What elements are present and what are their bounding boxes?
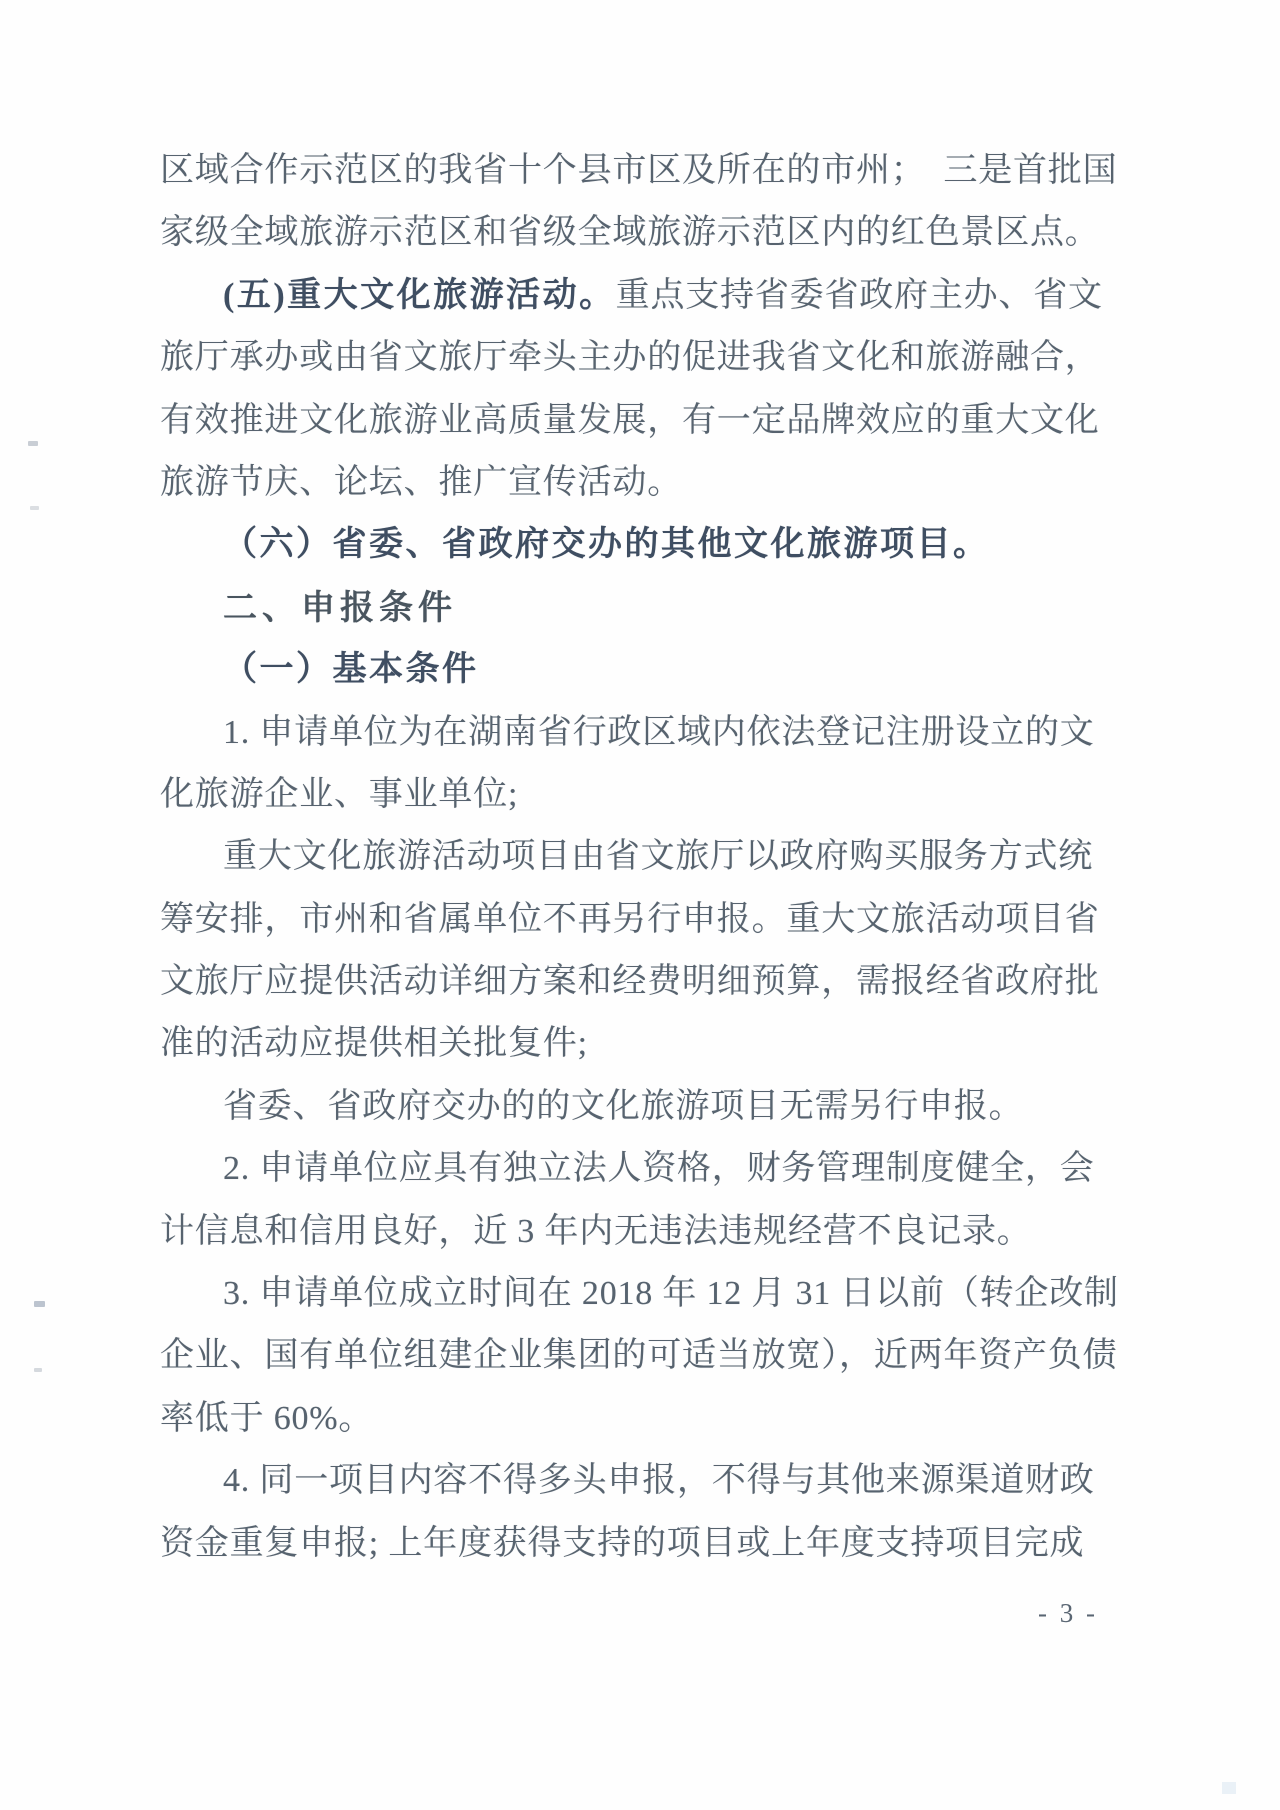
doc-line (160, 514, 1150, 576)
doc-text: 率低于 60%。 (160, 1399, 374, 1437)
scan-speckle (28, 441, 38, 446)
doc-line (160, 889, 1150, 951)
scan-speckle (30, 506, 39, 510)
doc-text: 有效推进文化旅游业高质量发展，有一定品牌效应的重大文化 (160, 401, 1100, 439)
doc-line (160, 826, 1150, 888)
doc-line (160, 1388, 1150, 1450)
doc-line (160, 1076, 1150, 1138)
page-number: - 3 - (1038, 1598, 1098, 1628)
doc-line (160, 1513, 1150, 1575)
doc-heading-inline: (五)重大文化旅游活动。 (223, 276, 616, 314)
doc-line (160, 390, 1150, 452)
doc-line (160, 1013, 1150, 1075)
doc-text: 省委、省政府交办的的文化旅游项目无需另行申报。 (223, 1087, 1024, 1125)
doc-heading: （六）省委、省政府交办的其他文化旅游项目。 (223, 526, 990, 564)
doc-text: 3. 申请单位成立时间在 2018 年 12 月 31 日以前（转企改制 (223, 1275, 1119, 1313)
doc-line (160, 1450, 1150, 1512)
doc-text: 计信息和信用良好，近 3 年内无违法违规经营不良记录。 (160, 1212, 1032, 1250)
doc-text: 重点支持省委省政府主办、省文 (615, 276, 1103, 314)
doc-heading: （一）基本条件 (223, 651, 479, 689)
doc-text: 旅厅承办或由省文旅厅牵头主办的促进我省文化和旅游融合， (160, 339, 1100, 377)
doc-text: 企业、国有单位组建企业集团的可适当放宽），近两年资产负债 (160, 1337, 1118, 1375)
doc-section-heading: 二、申报条件 (223, 588, 457, 627)
document-body (160, 140, 1150, 1575)
doc-line (160, 702, 1150, 764)
doc-line (160, 1201, 1150, 1263)
doc-line (160, 577, 1150, 639)
scan-speckle (1222, 1782, 1236, 1794)
doc-line (160, 1263, 1150, 1325)
doc-line (160, 951, 1150, 1013)
doc-text: 2. 申请单位应具有独立法人资格，财务管理制度健全，会 (223, 1150, 1095, 1188)
doc-line (160, 265, 1150, 327)
doc-text: 家级全域旅游示范区和省级全域旅游示范区内的红色景区点。 (160, 214, 1100, 252)
doc-text: 化旅游企业、事业单位; (160, 775, 519, 813)
doc-line (160, 202, 1150, 264)
doc-text: 准的活动应提供相关批复件; (160, 1025, 588, 1063)
doc-line (160, 140, 1150, 202)
doc-line (160, 639, 1150, 701)
doc-line (160, 452, 1150, 514)
scan-speckle (34, 1368, 42, 1372)
doc-text: 重大文化旅游活动项目由省文旅厅以政府购买服务方式统 (223, 838, 1093, 876)
doc-line (160, 764, 1150, 826)
doc-line (160, 1325, 1150, 1387)
doc-text: 4. 同一项目内容不得多头申报，不得与其他来源渠道财政 (223, 1462, 1095, 1500)
scan-speckle (34, 1301, 45, 1307)
doc-text: 筹安排，市州和省属单位不再另行申报。重大文旅活动项目省 (160, 900, 1100, 938)
doc-text: 1. 申请单位为在湖南省行政区域内依法登记注册设立的文 (223, 713, 1095, 751)
doc-line (160, 1138, 1150, 1200)
doc-text: 区域合作示范区的我省十个县市区及所在的市州； 三是首批国 (160, 152, 1118, 189)
doc-text: 资金重复申报; 上年度获得支持的项目或上年度支持项目完成 (160, 1524, 1085, 1562)
doc-text: 文旅厅应提供活动详细方案和经费明细预算，需报经省政府批 (160, 963, 1100, 1001)
doc-text: 旅游节庆、论坛、推广宣传活动。 (160, 463, 682, 501)
doc-line (160, 327, 1150, 389)
